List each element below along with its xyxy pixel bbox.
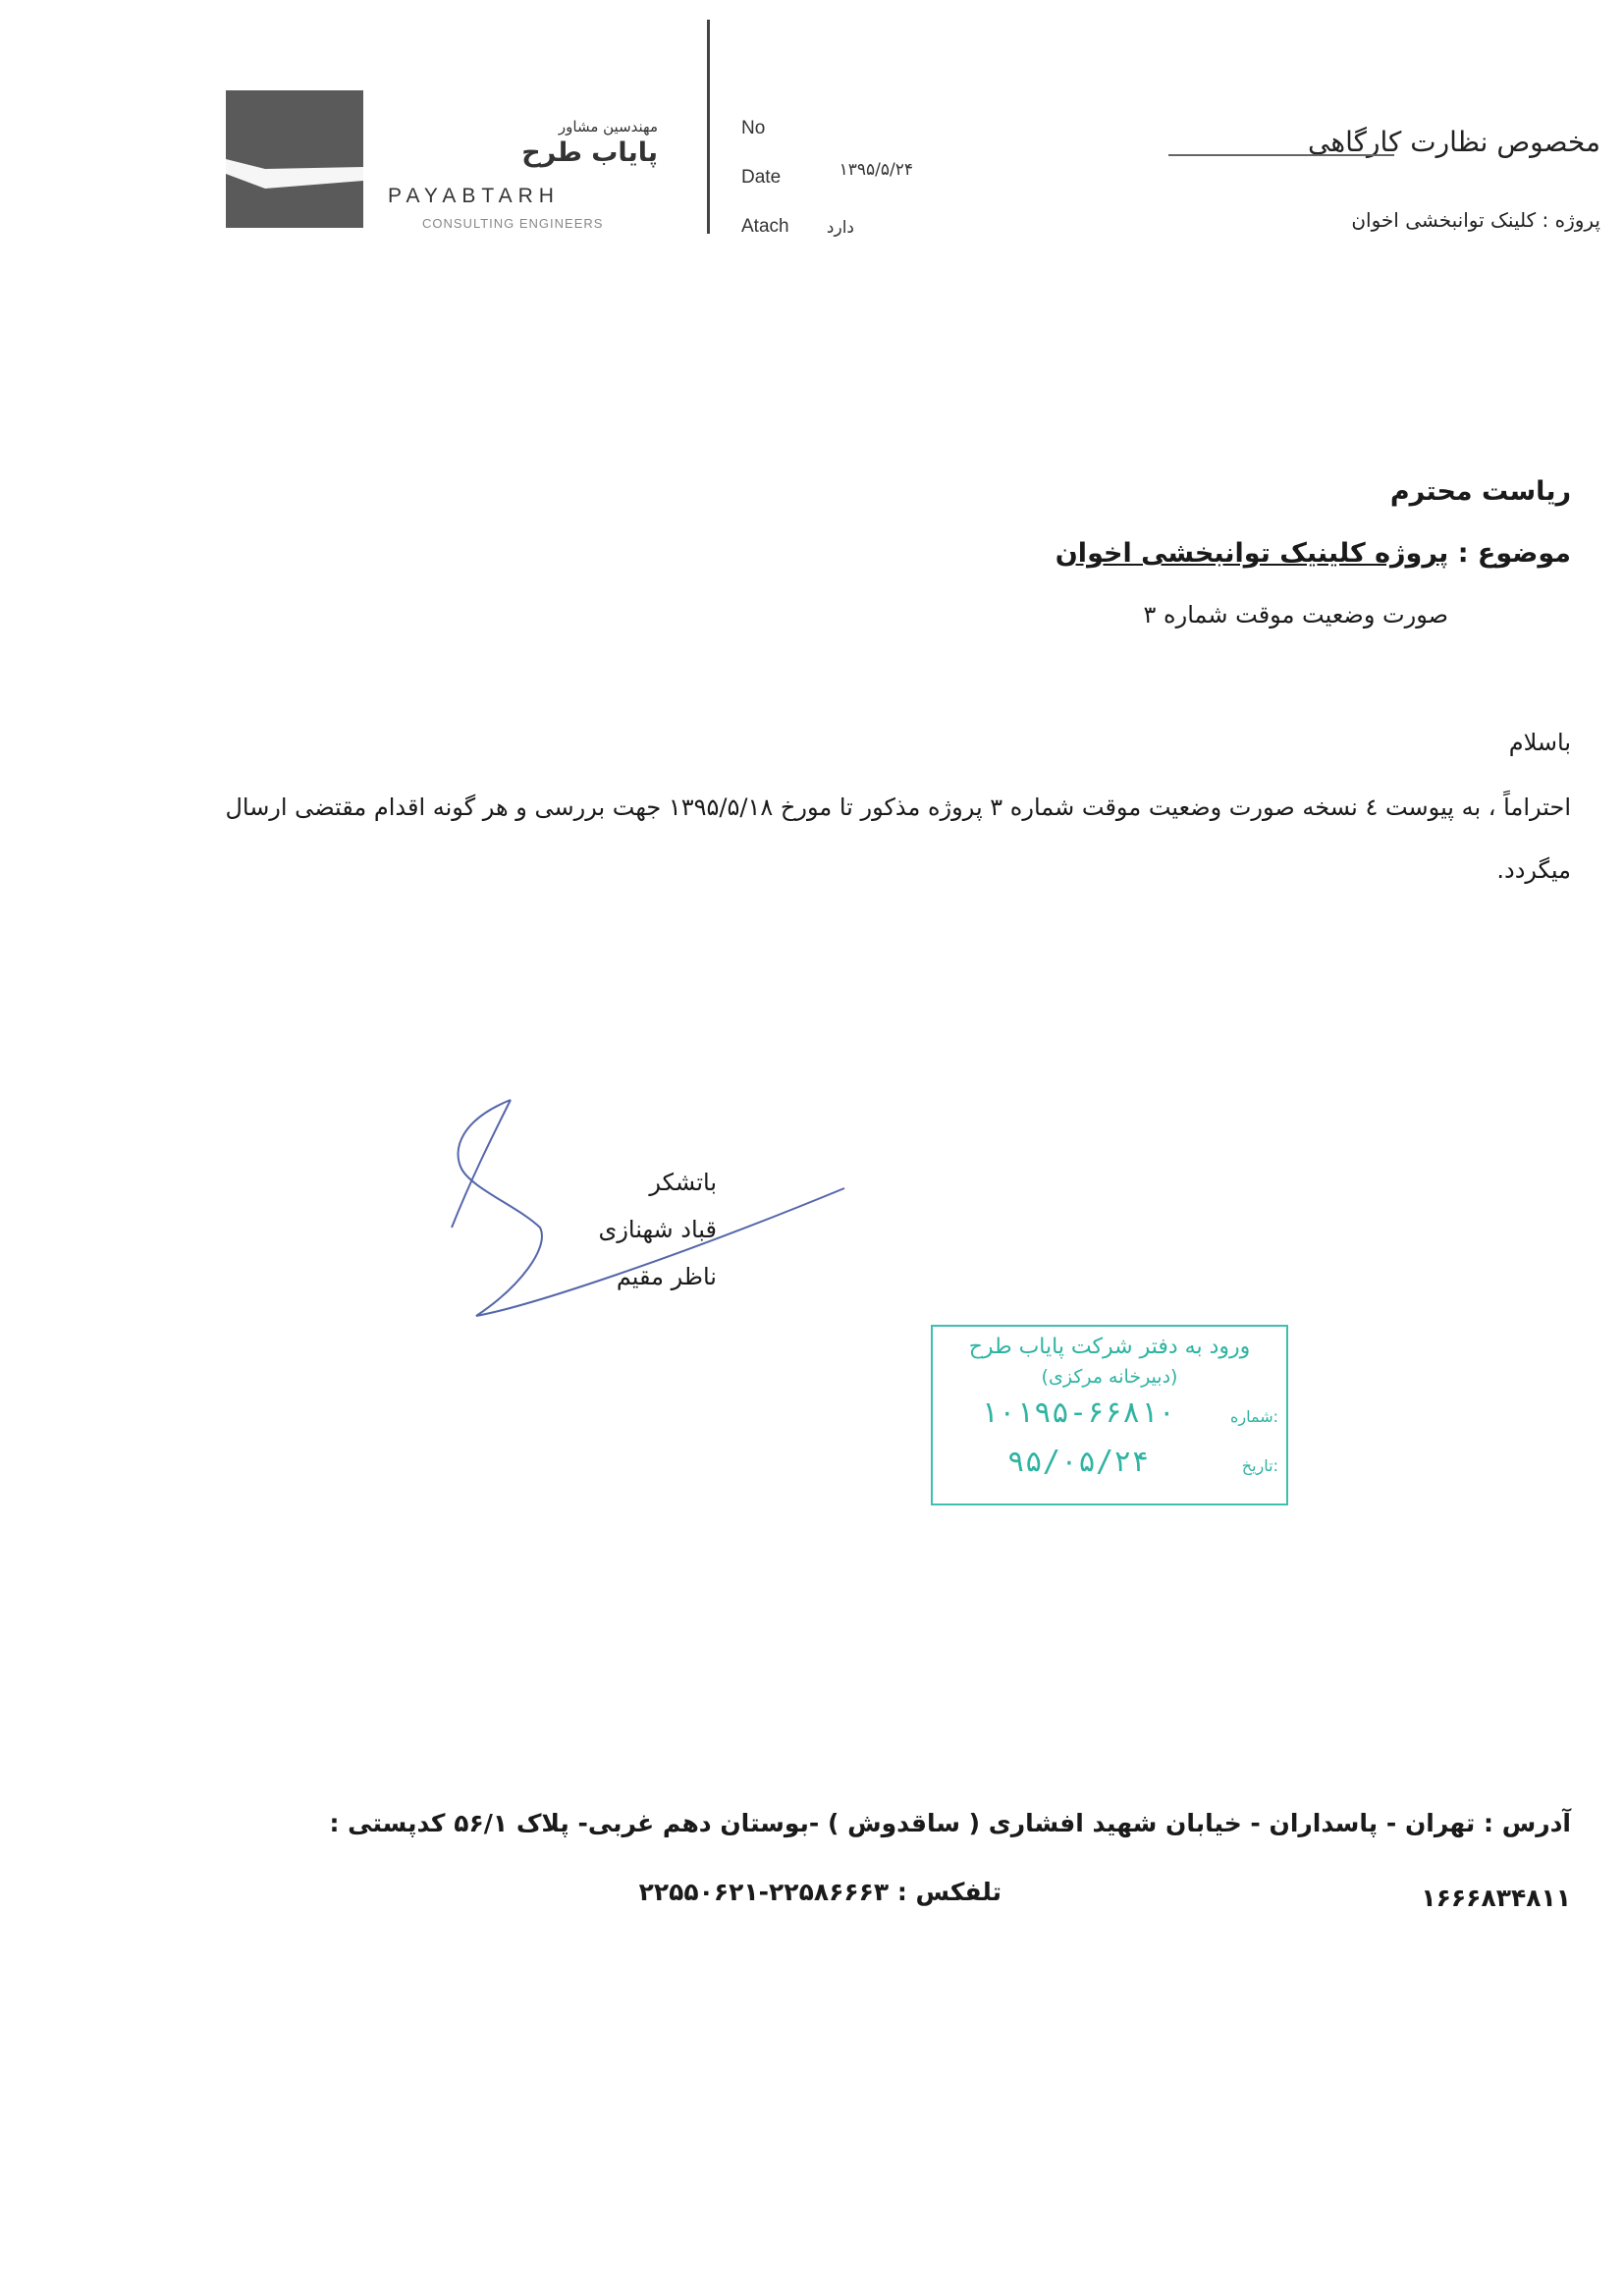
project-line: پروژه : کلینک توانبخشی اخوان (1351, 208, 1600, 232)
no-label: No (741, 118, 766, 138)
subject-subtitle: صورت وضعیت موقت شماره ۳ (1143, 601, 1448, 629)
footer-address: آدرس : تهران - پاسداران - خیابان شهید افشاری ( ساقدوش ) -بوستان دهم غربی- پلاک ۵۶/۱ کدپستی : (329, 1809, 1571, 1837)
salutation: ریاست محترم (1389, 476, 1571, 507)
footer-telfax: تلفکس : ۲۲۵۸۶۶۶۳-۲۲۵۵۰۶۲۱ (638, 1878, 1001, 1906)
stamp-subtitle: (دبیرخانه مرکزی) (1041, 1366, 1178, 1388)
brand-latin-subtitle: CONSULTING ENGINEERS (422, 216, 604, 231)
reception-stamp (931, 1325, 1288, 1505)
letter-body: احتراماً ، به پیوست ٤ نسخه صورت وضعیت موقت شماره ۳ پروژه مذکور تا مورخ ۱۳۹۵/۵/۱۸ جهت بررسی و هر گونه اقدام مقتضی ارسال میگردد. (225, 793, 1571, 884)
handwritten-signature (432, 1080, 864, 1336)
date-label: Date (741, 167, 782, 188)
brand-persian-name: پایاب طرح (521, 137, 658, 168)
stamp-date-label: تاریخ: (1241, 1456, 1278, 1475)
signature-role: ناظر مقیم (616, 1263, 717, 1290)
attach-label: Atach (741, 216, 789, 237)
signature-closing: باتشکر (649, 1169, 717, 1196)
signature-name: قباد شهنازی (598, 1216, 717, 1243)
brand-persian-subtitle: مهندسین مشاور (558, 118, 658, 136)
subject-value: پروژه کلینیک توانبخشی اخوان (1055, 538, 1449, 569)
stamp-number-label: شماره: (1229, 1407, 1278, 1426)
greeting: باسلام (1508, 729, 1571, 756)
stamp-date-value: ۹۵/۰۵/۲۴ (1006, 1445, 1150, 1479)
stamp-number-row (933, 1395, 1286, 1445)
header-divider (707, 20, 710, 234)
stamp-number-value: ۱۰۱۹۵-۶۶۸۱۰ (980, 1395, 1176, 1430)
footer-postcode: ۱۶۶۶۸۳۴۸۱۱ (1421, 1884, 1571, 1912)
special-title-underline (1168, 154, 1394, 156)
date-value: ۱۳۹۵/۵/۲۴ (839, 160, 913, 180)
brand-latin-name: PAYABTARH (388, 185, 560, 207)
subject-label: موضوع : (1457, 538, 1571, 569)
subject-line (884, 538, 1571, 569)
company-logo (226, 90, 363, 228)
special-title: مخصوص نظارت کارگاهی (1308, 126, 1600, 158)
attach-value: دارد (826, 218, 854, 238)
stamp-date-row (933, 1445, 1286, 1494)
stamp-title: ورود به دفتر شرکت پایاب طرح (968, 1335, 1251, 1359)
